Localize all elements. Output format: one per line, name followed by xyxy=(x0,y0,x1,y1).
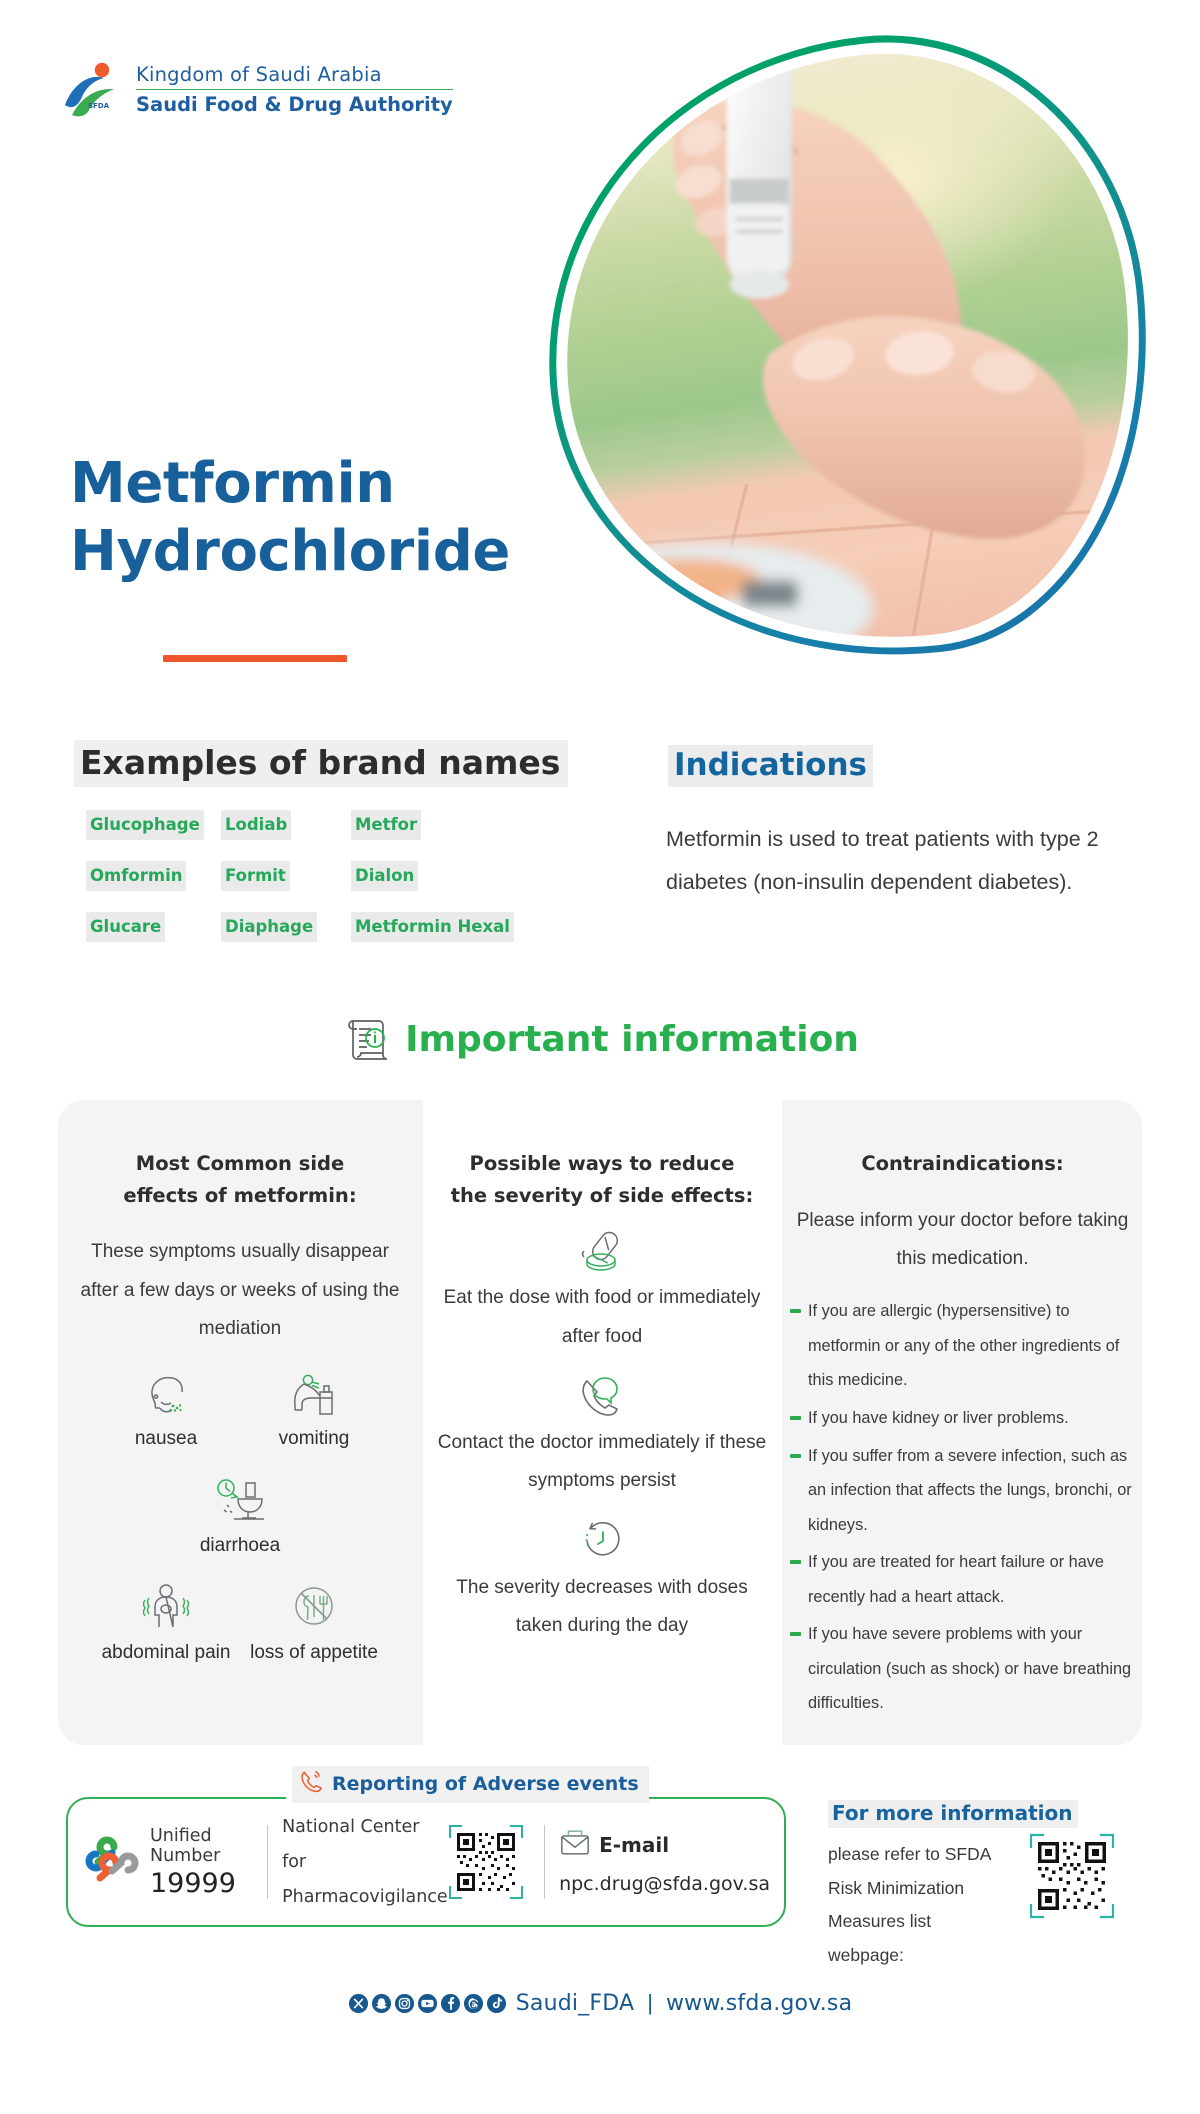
tip-item xyxy=(437,1372,767,1501)
reporting-content xyxy=(66,1797,786,1927)
937-unified-number-icon xyxy=(84,1834,140,1890)
sfda-logo-icon xyxy=(62,58,124,120)
list-item xyxy=(790,1439,1135,1543)
list-item-text: If you suffer from a severe infection, such as an infection that affects the lungs, bronchi, or kidneys. xyxy=(808,1446,1132,1534)
qr-code-icon[interactable] xyxy=(1028,1832,1116,1920)
svg-text:SFDA: SFDA xyxy=(88,102,110,110)
pharmacovigilance-center-name: National Center for Pharmacovigilance xyxy=(282,1816,448,1907)
title-underline-rule xyxy=(163,655,347,662)
important-information-title: Important information xyxy=(405,1018,859,1060)
list-item-text: If you have kidney or liver problems. xyxy=(808,1408,1069,1427)
reduce-severity-heading: Possible ways to reduce the severity of side effects: xyxy=(450,1152,754,1207)
list-item-text: If you are treated for heart failure or have recently had a heart attack. xyxy=(808,1553,1104,1606)
tip-item xyxy=(437,1227,767,1356)
reduce-severity-column xyxy=(437,1148,767,1645)
footer-handle: Saudi_FDA xyxy=(515,1990,635,2016)
symptom-label: nausea xyxy=(134,1428,198,1450)
snapchat-icon[interactable] xyxy=(371,1993,392,2014)
list-item-text: If you have severe problems with your circulation (such as shock) or have breathing difficulties. xyxy=(808,1625,1132,1713)
symptom-row xyxy=(70,1473,410,1562)
more-information-body: please refer to SFDA Risk Minimization Measures list webpage: xyxy=(828,1844,992,1965)
page-title xyxy=(70,450,540,587)
pills-icon xyxy=(437,1227,767,1275)
qr-code-icon[interactable] xyxy=(448,1824,524,1900)
logo-line-kingdom: Kingdom of Saudi Arabia xyxy=(136,63,453,90)
social-icons xyxy=(348,1993,507,2014)
phone-ring-icon xyxy=(298,1768,324,1799)
side-effects-subtext: These symptoms usually disappear after a few days or weeks of using the mediation xyxy=(80,1241,400,1339)
dash-bullet-icon xyxy=(790,1309,801,1313)
contraindications-intro: Please inform your doctor before taking this medication. xyxy=(796,1209,1129,1269)
brand-names-grid xyxy=(86,815,586,968)
unified-number-value: 19999 xyxy=(150,1867,236,1899)
brand-row xyxy=(86,866,586,885)
vomiting-icon xyxy=(240,1366,388,1416)
brand-name: Omformin xyxy=(86,866,221,885)
dash-bullet-icon xyxy=(790,1416,801,1420)
loss-of-appetite-icon xyxy=(240,1580,388,1630)
email-address[interactable]: npc.drug@sfda.gov.sa xyxy=(559,1873,770,1895)
list-item xyxy=(790,1401,1135,1436)
facebook-icon[interactable] xyxy=(440,1993,461,2014)
dash-bullet-icon xyxy=(790,1454,801,1458)
logo-line-authority: Saudi Food & Drug Authority xyxy=(136,92,453,116)
symptom-item xyxy=(240,1580,388,1669)
email-label: E-mail xyxy=(599,1833,670,1857)
hero-photo xyxy=(537,30,1159,670)
phone-chat-icon xyxy=(437,1372,767,1420)
list-item-text: If you are allergic (hypersensitive) to metformin or any of the other ingredients of this medicine. xyxy=(808,1302,1120,1390)
dash-bullet-icon xyxy=(790,1632,801,1636)
threads-icon[interactable] xyxy=(463,1993,484,2014)
tiktok-icon[interactable] xyxy=(486,1993,507,2014)
envelope-icon xyxy=(559,1829,591,1861)
brand-name: Lodiab xyxy=(221,815,351,834)
indications-body: Metformin is used to treat patients with type 2 diabetes (non-insulin dependent diabetes). xyxy=(666,827,1099,895)
symptom-label: loss of appetite xyxy=(250,1641,378,1663)
brand-name: Diaphage xyxy=(221,917,351,936)
tip-text: Eat the dose with food or immediately after food xyxy=(443,1287,761,1347)
brand-name: Metfor xyxy=(351,815,551,834)
list-item xyxy=(790,1545,1135,1614)
brand-name: Formit xyxy=(221,866,351,885)
footer-website[interactable]: www.sfda.gov.sa xyxy=(665,1990,853,2016)
email-block xyxy=(559,1829,770,1895)
page-title-line2: Hydrochloride xyxy=(70,519,510,585)
brand-name: Dialon xyxy=(351,866,551,885)
side-effects-column xyxy=(70,1148,410,1669)
x-icon[interactable] xyxy=(348,1993,369,2014)
page-title-line1: Metformin xyxy=(70,451,395,516)
clock-icon xyxy=(437,1517,767,1565)
divider xyxy=(544,1825,545,1899)
symptom-row xyxy=(70,1366,410,1455)
brand-names-heading: Examples of brand names xyxy=(74,740,568,787)
symptom-item xyxy=(166,1473,314,1562)
symptom-label: vomiting xyxy=(278,1428,350,1450)
youtube-icon[interactable] xyxy=(417,1993,438,2014)
brand-name: Glucophage xyxy=(86,815,221,834)
footer-separator: | xyxy=(647,1990,653,2015)
symptom-item xyxy=(92,1366,240,1455)
brand-row xyxy=(86,917,586,936)
abdominal-pain-icon xyxy=(92,1580,240,1630)
list-item xyxy=(790,1294,1135,1398)
more-information-heading: For more information xyxy=(828,1800,1078,1828)
tip-text: The severity decreases with doses taken during the day xyxy=(456,1576,748,1637)
unified-number-caption: Unified Number xyxy=(150,1825,221,1866)
important-information-header xyxy=(0,1013,1200,1065)
diarrhoea-icon xyxy=(166,1473,314,1523)
brand-name: Glucare xyxy=(86,917,221,936)
nausea-icon xyxy=(92,1366,240,1416)
contraindications-list xyxy=(790,1294,1135,1721)
sfda-header-logo xyxy=(62,58,453,120)
hero-image-blob xyxy=(548,40,1148,660)
footer xyxy=(0,1990,1200,2016)
brand-row xyxy=(86,815,586,834)
dash-bullet-icon xyxy=(790,1560,801,1564)
email-header xyxy=(559,1829,770,1861)
symptom-row xyxy=(70,1580,410,1669)
divider xyxy=(267,1825,268,1899)
reporting-label-text: Reporting of Adverse events xyxy=(332,1772,639,1795)
contraindications-heading: Contraindications: xyxy=(861,1152,1064,1175)
unified-number-block xyxy=(150,1826,253,1899)
symptom-item xyxy=(240,1366,388,1455)
indications-heading: Indications xyxy=(668,745,873,787)
contraindications-column xyxy=(790,1148,1135,1724)
side-effects-heading: Most Common side effects of metformin: xyxy=(123,1152,357,1207)
symptom-item xyxy=(92,1580,240,1669)
instagram-icon[interactable] xyxy=(394,1993,415,2014)
logo-wordmark xyxy=(136,63,453,116)
symptom-label: diarrhoea xyxy=(199,1535,281,1557)
list-item xyxy=(790,1617,1135,1721)
tip-item xyxy=(437,1517,767,1646)
tip-text: Contact the doctor immediately if these symptoms persist xyxy=(437,1431,767,1492)
scroll-info-icon xyxy=(341,1013,393,1065)
symptom-label: abdominal pain xyxy=(101,1641,231,1663)
brand-name: Metformin Hexal xyxy=(351,917,551,936)
